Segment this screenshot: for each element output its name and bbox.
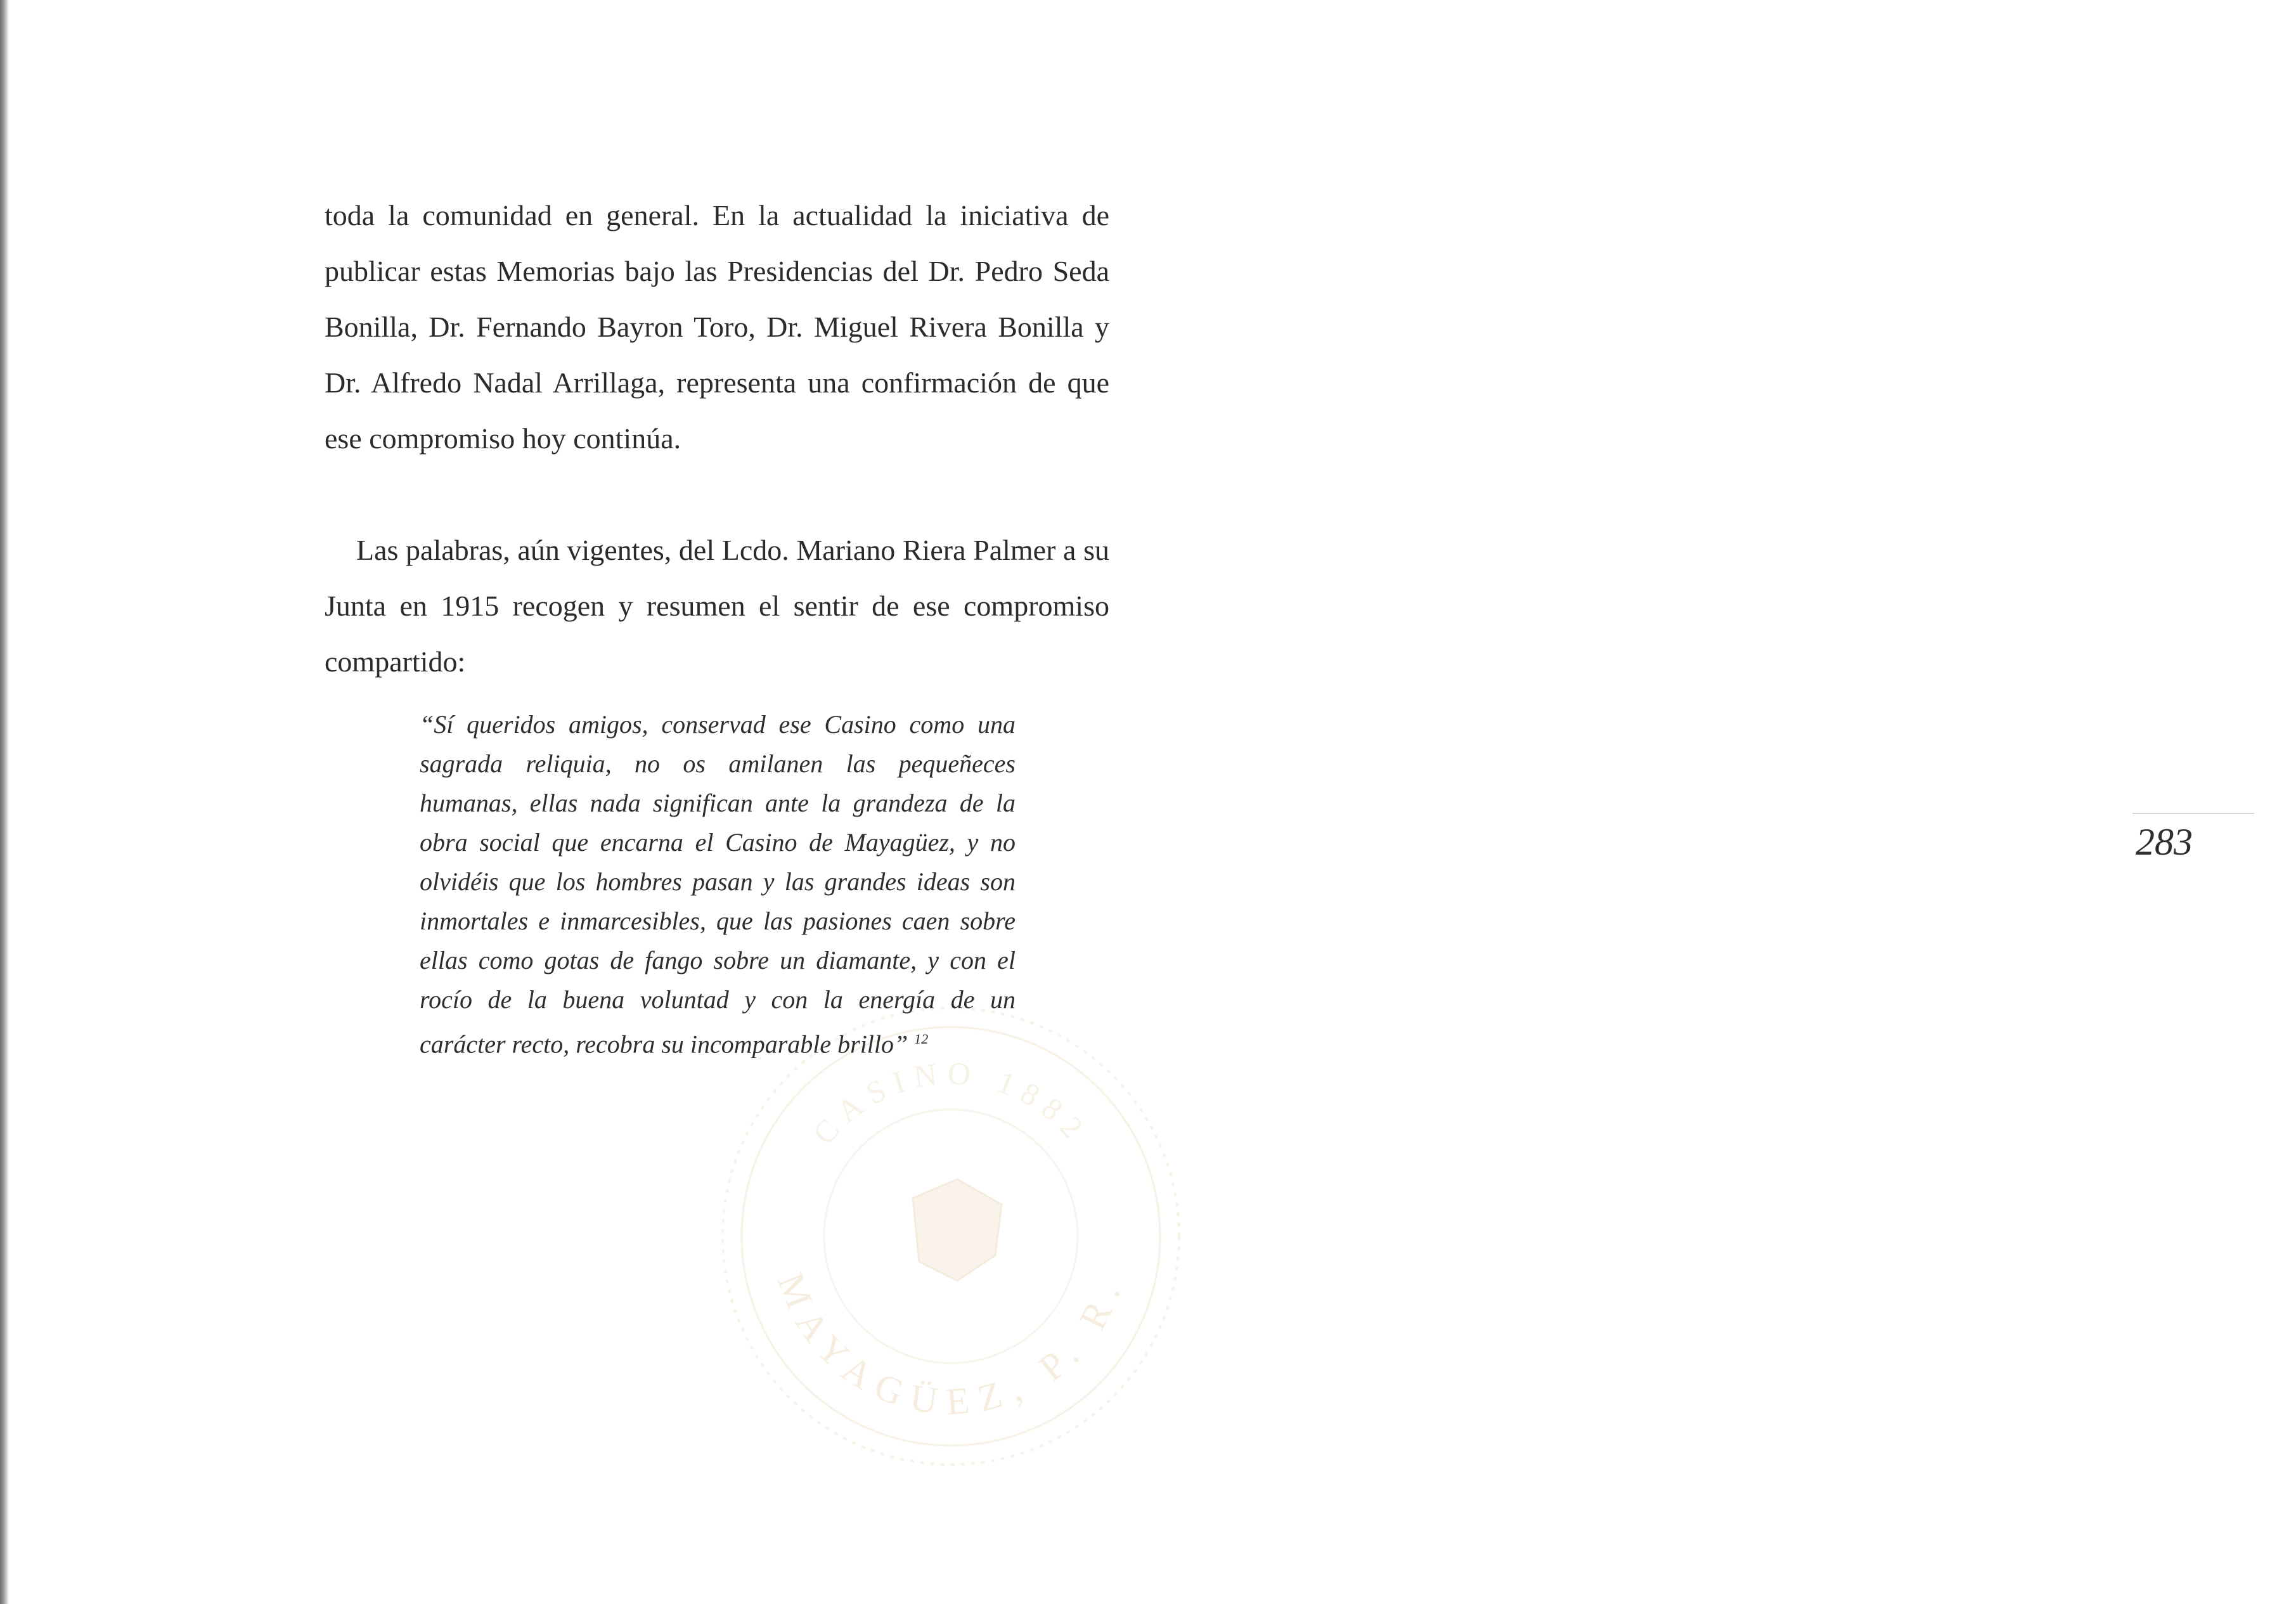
block-quote bbox=[420, 705, 1016, 1064]
quote-text: “Sí queridos amigos, conservad ese Casino como una sagrada reliquia, no os amilanen las pequeñeces humanas, ellas nada significan ante la grandeza de la obra social que encarna el Casino de Mayagüez, y no olvidéis que los hombres pasan y las grandes ideas son inmortales e inmarcesibles, que las pasiones caen sobre ellas como gotas de fango sobre un diamante, y con el rocío de la buena voluntad y con la energía de un carácter recto, recobra su incomparable brillo” bbox=[420, 710, 1016, 1059]
body-paragraph-1: toda la comunidad en general. En la actualidad la iniciativa de publicar estas Memorias bajo las Presidencias del Dr. Pedro Seda Bonilla, Dr. Fernando Bayron Toro, Dr. Miguel Rivera Bonilla y Dr. Alfredo Nadal Arrillaga, representa una confirmación de que ese compromiso hoy continúa. bbox=[325, 199, 1109, 455]
seal-upper-text: CASINO 1882 bbox=[806, 1054, 1097, 1151]
page-number-rule bbox=[2132, 813, 2254, 814]
footnote-reference: 12 bbox=[914, 1031, 929, 1047]
spine-shadow bbox=[0, 0, 9, 1604]
body-paragraph-2: Las palabras, aún vigentes, del Lcdo. Mariano Riera Palmer a su Junta en 1915 recogen y resumen el sentir de ese compromiso compartido: bbox=[325, 534, 1109, 678]
seal-lower-text: MAYAGÜEZ, P. R. bbox=[769, 1267, 1132, 1423]
svg-text:MAYAGÜEZ, P. R. bbox=[770, 1267, 1132, 1423]
page-number: 283 bbox=[2136, 821, 2193, 863]
svg-text:CASINO 1882 bbox=[806, 1055, 1096, 1151]
